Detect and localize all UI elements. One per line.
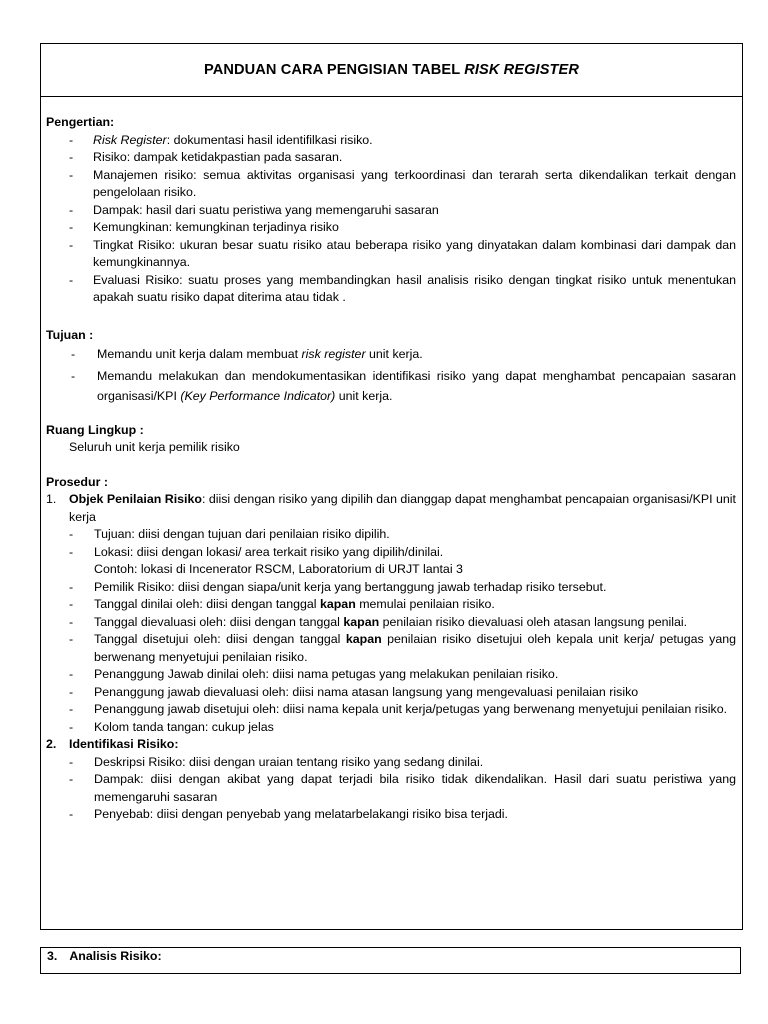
list-item: - Tanggal disetujui oleh: diisi dengan tanggal kapan penilaian risiko disetujui oleh kepala unit kerja/ petugas yang berwenang menyetujui penilaian risiko. bbox=[46, 631, 736, 666]
step-3-heading: 3. Analisis Risiko: bbox=[47, 949, 162, 963]
bullet: - bbox=[69, 614, 74, 629]
bullet: - bbox=[69, 150, 74, 164]
definition: Risiko: dampak ketidakpastian pada sasaran. bbox=[93, 150, 343, 164]
bullet: - bbox=[69, 667, 74, 681]
guide-content bbox=[46, 114, 736, 824]
ruang-lingkup-heading: Ruang Lingkup : bbox=[46, 422, 144, 437]
definition: Manajemen risiko: semua aktivitas organisasi yang terkoordinasi dan terarah serta dikendalikan terkait dengan pengelolaan risiko. bbox=[93, 167, 736, 199]
procedure-step: 1. Objek Penilaian Risiko: diisi dengan risiko yang dipilih dan dianggap dapat menghambat pencapaian organisasi/KPI unit kerja bbox=[46, 492, 736, 524]
step-title: Objek Penilaian Risiko bbox=[69, 492, 202, 506]
bullet: - bbox=[69, 684, 74, 699]
step-title: Identifikasi Risiko: bbox=[69, 737, 179, 751]
procedure-step bbox=[46, 736, 736, 754]
prosedur-heading: Prosedur : bbox=[46, 474, 108, 489]
definition: Tingkat Risiko: ukuran besar suatu risiko atau beberapa risiko yang dinyatakan dalam kombinasi dari dampak dan kemungkinannya. bbox=[93, 237, 736, 269]
list-item: - Tujuan: diisi dengan tujuan dari penilaian risiko dipilih. bbox=[46, 526, 736, 544]
list-item: - Deskripsi Risiko: diisi dengan uraian tentang risiko yang sedang dinilai. bbox=[46, 754, 736, 772]
list-item: - Tanggal dievaluasi oleh: diisi dengan tanggal kapan penilaian risiko dievaluasi oleh atasan langsung penilai. bbox=[46, 614, 736, 632]
list-item bbox=[46, 237, 736, 272]
step-number: 2. bbox=[46, 737, 57, 751]
bullet: - bbox=[71, 347, 76, 361]
bullet: - bbox=[71, 368, 76, 383]
ruang-lingkup-text: Seluruh unit kerja pemilik risiko bbox=[69, 440, 240, 454]
list-item: - Penyebab: diisi dengan penyebab yang melatarbelakangi risiko bisa terjadi. bbox=[46, 806, 736, 824]
list-item: - Lokasi: diisi dengan lokasi/ area terkait risiko yang dipilih/dinilai. Contoh: lokasi di Incenerator RSCM, Laboratorium di URJT lantai 3 bbox=[46, 544, 736, 579]
bullet: - bbox=[69, 632, 74, 646]
step-number: 1. bbox=[46, 492, 57, 506]
bullet: - bbox=[69, 527, 74, 541]
bullet: - bbox=[69, 754, 74, 769]
definition: Evaluasi Risiko: suatu proses yang membandingkan hasil analisis risiko dengan tingkat risiko untuk menentukan apakah suatu risiko dapat diterima atau tidak . bbox=[93, 272, 736, 304]
bullet: - bbox=[69, 597, 74, 611]
list-item bbox=[46, 132, 736, 150]
page-title: PANDUAN CARA PENGISIAN TABEL RISK REGISTER bbox=[203, 62, 580, 78]
bullet: - bbox=[69, 237, 74, 252]
tujuan-heading: Tujuan : bbox=[46, 327, 94, 342]
bullet: - bbox=[69, 272, 74, 287]
list-item: - Memandu unit kerja dalam membuat risk register unit kerja. bbox=[46, 346, 736, 364]
bullet: - bbox=[69, 544, 74, 559]
bullet: - bbox=[69, 719, 74, 734]
list-item: - Penanggung Jawab dinilai oleh: diisi nama petugas yang melakukan penilaian risiko. bbox=[46, 666, 736, 684]
list-item bbox=[46, 167, 736, 202]
term: Risk Register bbox=[93, 132, 167, 147]
list-item: - Memandu melakukan dan mendokumentasikan identifikasi risiko yang dapat menghambat pencapaian sasaran organisasi/KPI (Key Performance Indicator) unit kerja. bbox=[46, 366, 736, 406]
list-item: - Penanggung jawab disetujui oleh: diisi nama kepala unit kerja/petugas yang berwenang menyetujui penilaian risiko. bbox=[46, 701, 736, 719]
list-item: - Penanggung jawab dievaluasi oleh: diisi nama atasan langsung yang mengevaluasi penilaian risiko bbox=[46, 684, 736, 702]
list-item: - Kolom tanda tangan: cukup jelas bbox=[46, 719, 736, 737]
definition: : dokumentasi hasil identifilkasi risiko. bbox=[166, 132, 373, 147]
next-section-box bbox=[40, 947, 741, 974]
bullet: - bbox=[69, 167, 74, 182]
definition: Kemungkinan: kemungkinan terjadinya risiko bbox=[93, 220, 339, 234]
list-item bbox=[46, 272, 736, 307]
pengertian-heading: Pengertian: bbox=[46, 115, 115, 129]
list-item bbox=[46, 219, 736, 237]
list-item bbox=[46, 149, 736, 167]
list-item: - Tanggal dinilai oleh: diisi dengan tanggal kapan memulai penilaian risiko. bbox=[46, 596, 736, 614]
title-row bbox=[41, 44, 742, 97]
bullet: - bbox=[69, 807, 74, 821]
list-item: - Dampak: diisi dengan akibat yang dapat terjadi bila risiko tidak dikendalikan. Hasil dari suatu peristiwa yang memengaruhi sasaran bbox=[46, 771, 736, 806]
bullet: - bbox=[69, 202, 74, 217]
definition: Dampak: hasil dari suatu peristiwa yang memengaruhi sasaran bbox=[93, 202, 439, 217]
bullet: - bbox=[69, 579, 74, 594]
bullet: - bbox=[69, 702, 74, 716]
list-item bbox=[46, 202, 736, 220]
bullet: - bbox=[69, 132, 74, 147]
bullet: - bbox=[69, 220, 74, 234]
bullet: - bbox=[69, 772, 74, 786]
list-item: - Pemilik Risiko: diisi dengan siapa/unit kerja yang bertanggung jawab terhadap risiko tersebut. bbox=[46, 579, 736, 597]
